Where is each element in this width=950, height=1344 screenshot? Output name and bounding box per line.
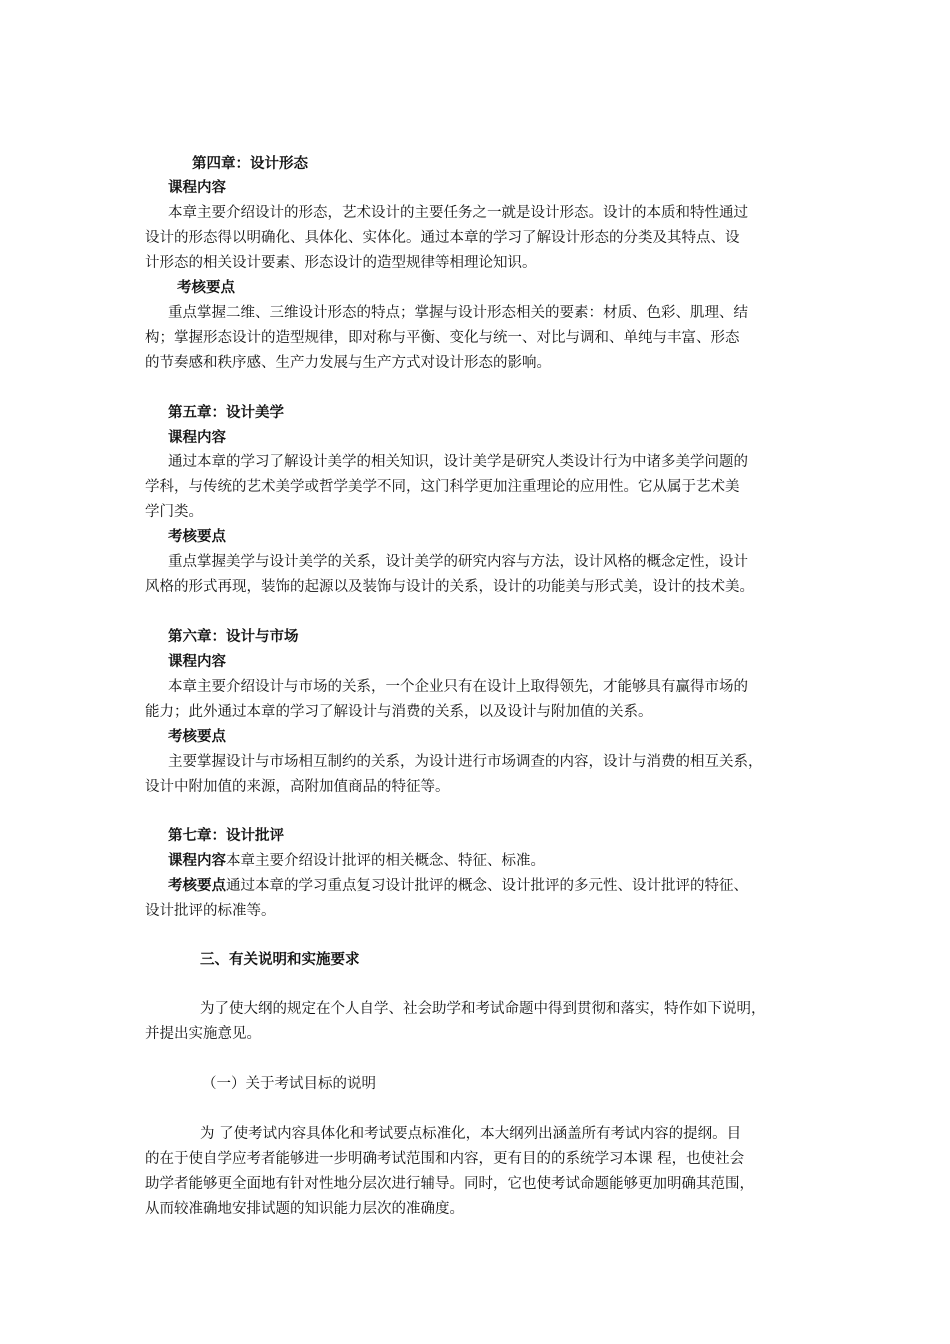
chapter-6-content-line: 能力；此外通过本章的学习了解设计与消费的关系，以及设计与附加值的关系。 bbox=[145, 704, 653, 720]
chapter-5-content-heading: 课程内容 bbox=[168, 429, 226, 446]
section-3-sub1-line: 为 了使考试内容具体化和考试要点标准化，本大纲列出涵盖所有考试内容的提纲。目 bbox=[200, 1126, 742, 1142]
chapter-5-exam-heading: 考核要点 bbox=[168, 528, 226, 545]
chapter-4-content-line: 计形态的相关设计要素、形态设计的造型规律等相理论知识。 bbox=[145, 255, 537, 271]
chapter-4-exam-heading: 考核要点 bbox=[177, 279, 235, 296]
section-3-sub1-line: 从而较准确地安排试题的知识能力层次的准确度。 bbox=[145, 1201, 464, 1217]
chapter-5-content-line: 通过本章的学习了解设计美学的相关知识，设计美学是研究人类设计行为中诸多美学问题的 bbox=[168, 454, 748, 470]
chapter-6-exam-line: 设计中附加值的来源，高附加值商品的特征等。 bbox=[145, 779, 450, 795]
chapter-5-exam-line: 重点掌握美学与设计美学的关系，设计美学的研究内容与方法，设计风格的概念定性，设计 bbox=[168, 554, 748, 570]
chapter-4-content-heading: 课程内容 bbox=[168, 179, 226, 196]
chapter-4-exam-line: 重点掌握二维、三维设计形态的特点；掌握与设计形态相关的要素：材质、色彩、肌理、结 bbox=[168, 305, 748, 321]
section-3-title: 三、有关说明和实施要求 bbox=[200, 951, 360, 968]
chapter-5-exam-line: 风格的形式再现，装饰的起源以及装饰与设计的关系，设计的功能美与形式美，设计的技术美。 bbox=[145, 579, 754, 595]
chapter-4-content-line: 设计的形态得以明确化、具体化、实体化。通过本章的学习了解设计形态的分类及其特点、设 bbox=[145, 230, 740, 246]
section-3-intro-line: 并提出实施意见。 bbox=[145, 1026, 261, 1042]
chapter-6-content-heading: 课程内容 bbox=[168, 653, 226, 670]
chapter-6-exam-line: 主要掌握设计与市场相互制约的关系，为设计进行市场调查的内容，设计与消费的相互关系， bbox=[168, 754, 763, 770]
chapter-4-title: 第四章：设计形态 bbox=[192, 155, 308, 172]
chapter-4-exam-line: 构；掌握形态设计的造型规律，即对称与平衡、变化与统一、对比与调和、单纯与丰富、形态 bbox=[145, 330, 740, 346]
chapter-6-title: 第六章：设计与市场 bbox=[168, 628, 299, 645]
chapter-4-content-line: 本章主要介绍设计的形态，艺术设计的主要任务之一就是设计形态。设计的本质和特性通过 bbox=[168, 205, 748, 221]
section-3-intro-line: 为了使大纲的规定在个人自学、社会助学和考试命题中得到贯彻和落实，特作如下说明， bbox=[200, 1001, 766, 1017]
section-3-sub1-title: （一）关于考试目标的说明 bbox=[202, 1076, 376, 1092]
chapter-5-title: 第五章：设计美学 bbox=[168, 404, 284, 421]
section-3-sub1-line: 的在于使自学应考者能够进一步明确考试范围和内容，更有目的的系统学习本课 程，也使社会 bbox=[145, 1151, 745, 1167]
chapter-7-content-text: 本章主要介绍设计批评的相关概念、特征、标准。 bbox=[226, 853, 545, 869]
chapter-6-exam-heading: 考核要点 bbox=[168, 728, 226, 745]
chapter-5-content-line: 学门类。 bbox=[145, 504, 203, 520]
chapter-5-content-line: 学科，与传统的艺术美学或哲学美学不同，这门科学更加注重理论的应用性。它从属于艺术美 bbox=[145, 479, 740, 495]
chapter-7-exam-row bbox=[168, 876, 748, 896]
chapter-6-content-line: 本章主要介绍设计与市场的关系，一个企业只有在设计上取得领先，才能够具有赢得市场的 bbox=[168, 679, 748, 695]
chapter-4-exam-line: 的节奏感和秩序感、生产力发展与生产方式对设计形态的影响。 bbox=[145, 355, 551, 371]
chapter-7-exam-text-cont: 设计批评的标准等。 bbox=[145, 903, 276, 919]
chapter-7-exam-text: 通过本章的学习重点复习设计批评的概念、设计批评的多元性、设计批评的特征、 bbox=[226, 878, 748, 894]
chapter-7-content-heading: 课程内容 bbox=[168, 852, 226, 869]
chapter-7-exam-heading: 考核要点 bbox=[168, 877, 226, 894]
chapter-7-title: 第七章：设计批评 bbox=[168, 827, 284, 844]
section-3-sub1-line: 助学者能够更全面地有针对性地分层次进行辅导。同时，它也使考试命题能够更加明确其范围， bbox=[145, 1176, 754, 1192]
chapter-7-content-row bbox=[168, 851, 545, 871]
